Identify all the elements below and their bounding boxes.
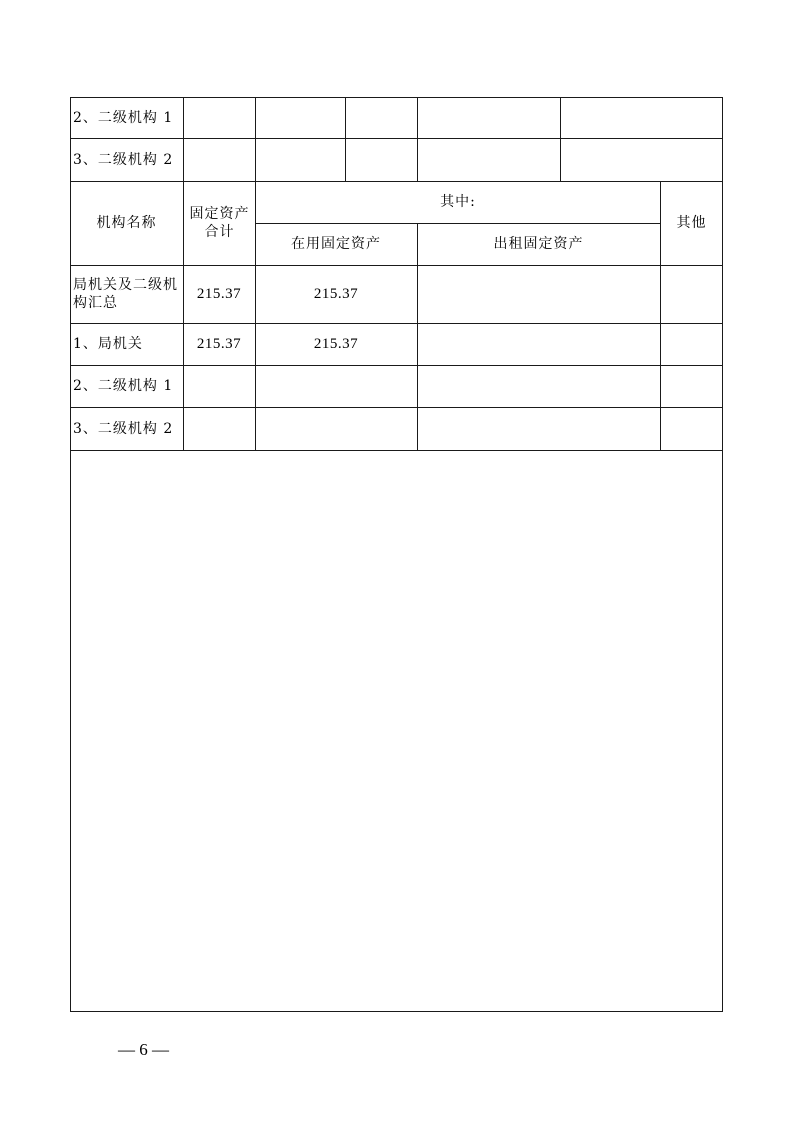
- cell-rented: [417, 365, 660, 407]
- header-of-which: 其中:: [440, 194, 476, 210]
- cell-other: [660, 365, 723, 407]
- rule-bottom: [70, 1011, 723, 1012]
- cell-other: [660, 323, 723, 365]
- cell-other: [660, 265, 723, 323]
- header-in-use: 在用固定资产: [291, 236, 381, 252]
- cell-in-use: [255, 407, 417, 450]
- top-row-label: 2、二级机构 1: [73, 109, 174, 126]
- row-label: 局机关及二级机构汇总: [73, 277, 178, 311]
- cell-rented: [417, 407, 660, 450]
- rule: [70, 450, 723, 451]
- header-fixed-total: 固定资产合计: [189, 206, 250, 240]
- cell-in-use: 215.37: [313, 336, 359, 352]
- header-org-name: 机构名称: [96, 215, 157, 231]
- col-rule: [345, 97, 346, 181]
- header-rented-out: 出租固定资产: [493, 236, 584, 252]
- cell-in-use: [255, 365, 417, 407]
- row-label: 3、二级机构 2: [73, 420, 174, 437]
- page-number: — 6 —: [118, 1040, 169, 1059]
- cell-rented: [417, 323, 660, 365]
- cell-total: 215.37: [196, 336, 242, 352]
- table-frame: [70, 97, 723, 1012]
- cell-total: [183, 407, 255, 450]
- header-other: 其他: [676, 215, 707, 231]
- cell-total: [183, 365, 255, 407]
- cell-in-use: 215.37: [313, 286, 359, 302]
- col-rule: [255, 97, 256, 181]
- top-row-label: 3、二级机构 2: [73, 151, 174, 168]
- col-rule: [417, 97, 418, 181]
- cell-total: 215.37: [196, 286, 242, 302]
- col-rule: [183, 97, 184, 181]
- col-rule: [560, 97, 561, 181]
- row-label: 2、二级机构 1: [73, 378, 174, 394]
- cell-other: [660, 407, 723, 450]
- row-label: 1、局机关: [73, 336, 143, 352]
- cell-rented: [417, 265, 660, 323]
